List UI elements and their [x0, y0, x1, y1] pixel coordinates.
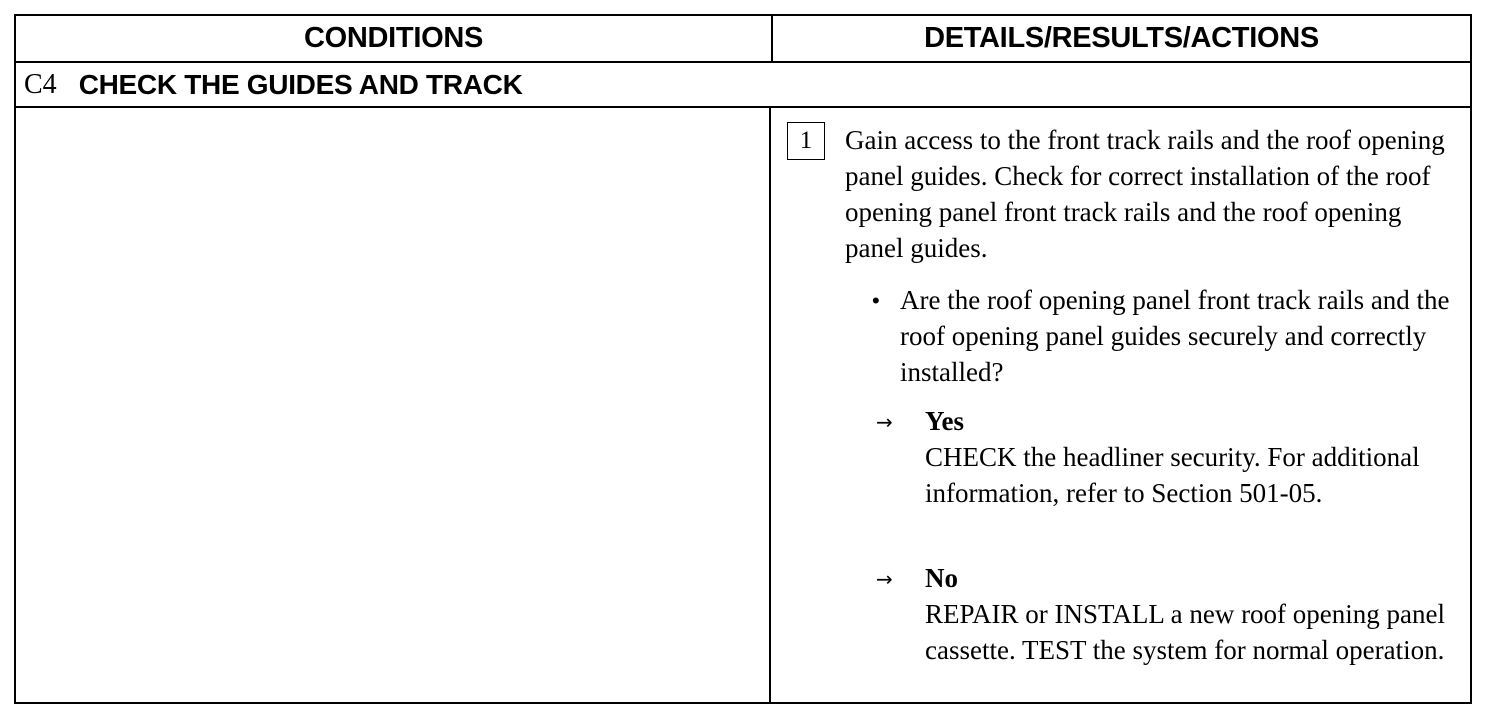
details-results-actions-header: DETAILS/RESULTS/ACTIONS	[924, 21, 1319, 54]
section-title-row	[24, 63, 523, 106]
column-divider-body	[769, 107, 771, 704]
step-number-box: 1	[787, 122, 825, 160]
step-question: Are the roof opening panel front track rails and the roof opening panel guides securely and correctly installed?	[900, 285, 1450, 387]
section-code: C4	[24, 68, 57, 100]
section-divider	[14, 106, 1472, 108]
no-result-label: No	[925, 563, 958, 593]
yes-result-label: Yes	[925, 406, 964, 436]
no-result-action: REPAIR or INSTALL a new roof opening panel cassette. TEST the system for normal operation.	[925, 599, 1446, 665]
yes-result-action: CHECK the headliner security. For additional information, refer to Section 501-05.	[925, 442, 1420, 508]
bullet-icon: •	[872, 288, 880, 313]
arrow-right-icon: →	[876, 410, 893, 434]
step-instruction: Gain access to the front track rails and the roof opening panel guides. Check for correct installation of the roof opening panel front track rails and the roof opening panel guides.	[845, 125, 1445, 263]
section-title: CHECK THE GUIDES AND TRACK	[78, 68, 523, 100]
conditions-header: CONDITIONS	[303, 21, 484, 54]
arrow-right-icon: →	[876, 567, 893, 591]
